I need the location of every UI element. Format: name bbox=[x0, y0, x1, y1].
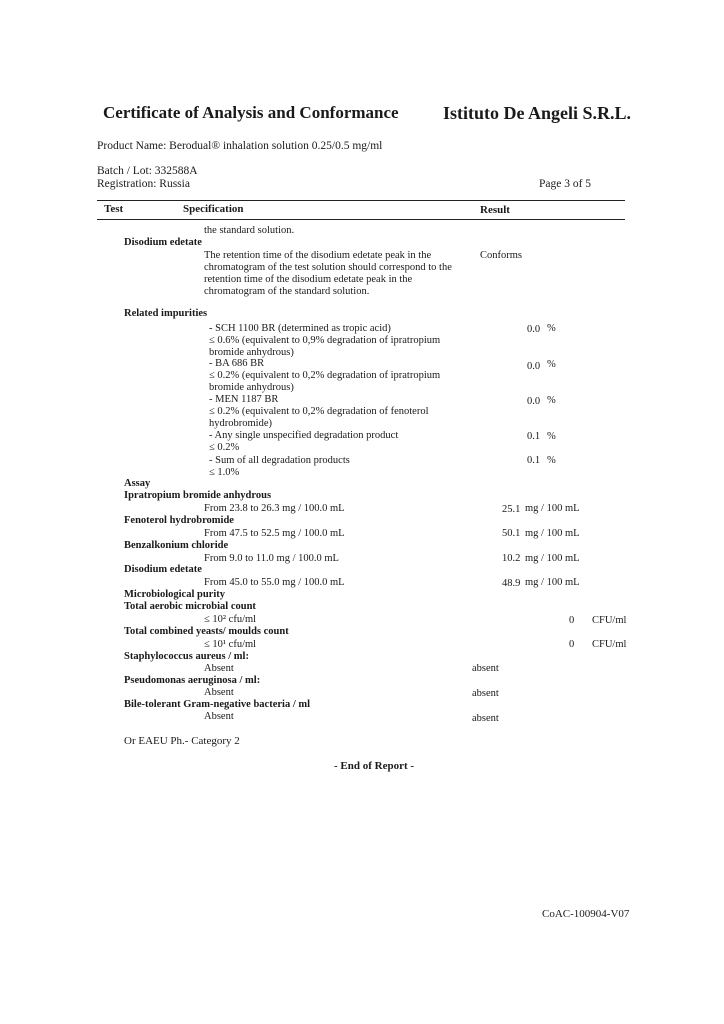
document-code: CoAC-100904-V07 bbox=[542, 908, 630, 920]
impurity-value: 0.0 bbox=[527, 361, 541, 372]
spec-line: retention time of the disodium edetate peak in the bbox=[204, 274, 413, 285]
micro-absent-name: Bile-tolerant Gram-negative bacteria / ml bbox=[124, 699, 311, 710]
assay-value: 25.1 bbox=[502, 504, 521, 515]
assay-name: Fenoterol hydrobromide bbox=[124, 515, 234, 526]
impurity-line: ≤ 0.2% (equivalent to 0,2% degradation of ipratropium bbox=[209, 370, 441, 381]
micro-count-unit: CFU/ml bbox=[592, 639, 627, 650]
end-of-report: - End of Report - bbox=[334, 760, 415, 772]
company-name: Istituto De Angeli S.R.L. bbox=[443, 103, 632, 123]
impurity-line: ≤ 1.0% bbox=[209, 467, 240, 478]
micro-absent-spec: Absent bbox=[204, 687, 234, 698]
registration: Registration: Russia bbox=[97, 178, 190, 190]
header-rule-bottom bbox=[97, 219, 625, 220]
spec-line: chromatogram of the standard solution. bbox=[204, 286, 370, 297]
micro-count-value: 0 bbox=[569, 615, 575, 626]
impurity-value: 0.1 bbox=[527, 455, 541, 466]
assay-spec: From 45.0 to 55.0 mg / 100.0 mL bbox=[204, 577, 345, 588]
impurity-value: 0.1 bbox=[527, 431, 541, 442]
impurity-line: - Sum of all degradation products bbox=[209, 455, 350, 466]
micro-count-name: Total combined yeasts/ moulds count bbox=[124, 626, 289, 637]
column-header-specification: Specification bbox=[183, 203, 244, 215]
pharmacopeia-note: Or EAEU Ph.- Category 2 bbox=[124, 735, 240, 747]
assay-unit: mg / 100 mL bbox=[525, 577, 580, 588]
column-header-test: Test bbox=[104, 203, 124, 215]
test-related-impurities: Related impurities bbox=[124, 308, 208, 319]
batch-lot: Batch / Lot: 332588A bbox=[97, 165, 198, 177]
micro-absent-result: absent bbox=[472, 713, 499, 724]
impurity-line: ≤ 0.2% (equivalent to 0,2% degradation of fenoterol bbox=[209, 406, 429, 417]
micro-absent-result: absent bbox=[472, 688, 499, 699]
assay-spec: From 47.5 to 52.5 mg / 100.0 mL bbox=[204, 528, 345, 539]
impurity-unit: % bbox=[547, 431, 556, 442]
spec-line: chromatogram of the test solution should correspond to the bbox=[204, 262, 452, 273]
assay-value: 50.1 bbox=[502, 528, 521, 539]
impurity-line: hydrobromide) bbox=[209, 418, 272, 429]
document-title: Certificate of Analysis and Conformance bbox=[103, 103, 399, 122]
assay-unit: mg / 100 mL bbox=[525, 503, 580, 514]
impurity-value: 0.0 bbox=[527, 396, 541, 407]
page-number: Page 3 of 5 bbox=[539, 178, 592, 190]
micro-count-value: 0 bbox=[569, 639, 575, 650]
assay-name: Ipratropium bromide anhydrous bbox=[124, 490, 272, 501]
micro-absent-spec: Absent bbox=[204, 711, 234, 722]
assay-value: 10.2 bbox=[502, 553, 521, 564]
result-conforms: Conforms bbox=[480, 250, 522, 261]
impurity-line: ≤ 0.6% (equivalent to 0,9% degradation of ipratropium bbox=[209, 335, 441, 346]
micro-absent-result: absent bbox=[472, 663, 499, 674]
impurity-line: ≤ 0.2% bbox=[209, 442, 240, 453]
impurity-line: bromide anhydrous) bbox=[209, 347, 294, 358]
assay-name: Disodium edetate bbox=[124, 564, 202, 575]
continued-spec-line: the standard solution. bbox=[204, 225, 295, 236]
micro-count-unit: CFU/ml bbox=[592, 615, 627, 626]
assay-unit: mg / 100 mL bbox=[525, 528, 580, 539]
column-header-result: Result bbox=[480, 204, 510, 216]
impurity-unit: % bbox=[547, 323, 556, 334]
assay-unit: mg / 100 mL bbox=[525, 553, 580, 564]
impurity-line: - BA 686 BR bbox=[209, 358, 265, 369]
impurity-unit: % bbox=[547, 395, 556, 406]
impurity-unit: % bbox=[547, 455, 556, 466]
micro-count-name: Total aerobic microbial count bbox=[124, 601, 256, 612]
assay-value: 48.9 bbox=[502, 578, 521, 589]
header-rule-top bbox=[97, 200, 625, 201]
micro-count-spec: ≤ 10² cfu/ml bbox=[204, 614, 257, 625]
product-name: Product Name: Berodual® inhalation solution 0.25/0.5 mg/ml bbox=[97, 140, 383, 152]
assay-spec: From 23.8 to 26.3 mg / 100.0 mL bbox=[204, 503, 345, 514]
test-microbiological-purity: Microbiological purity bbox=[124, 589, 226, 600]
impurity-line: - MEN 1187 BR bbox=[209, 394, 279, 405]
micro-count-spec: ≤ 10¹ cfu/ml bbox=[204, 639, 257, 650]
assay-name: Benzalkonium chloride bbox=[124, 540, 229, 551]
spec-line: The retention time of the disodium edetate peak in the bbox=[204, 250, 432, 261]
micro-absent-name: Pseudomonas aeruginosa / ml: bbox=[124, 675, 261, 686]
assay-spec: From 9.0 to 11.0 mg / 100.0 mL bbox=[204, 553, 339, 564]
test-disodium-edetate: Disodium edetate bbox=[124, 237, 202, 248]
impurity-unit: % bbox=[547, 359, 556, 370]
impurity-line: bromide anhydrous) bbox=[209, 382, 294, 393]
impurity-value: 0.0 bbox=[527, 324, 541, 335]
impurity-line: - Any single unspecified degradation product bbox=[209, 430, 399, 441]
micro-absent-spec: Absent bbox=[204, 663, 234, 674]
impurity-line: - SCH 1100 BR (determined as tropic acid) bbox=[209, 323, 391, 334]
test-assay: Assay bbox=[124, 478, 151, 489]
micro-absent-name: Staphylococcus aureus / ml: bbox=[124, 651, 249, 662]
